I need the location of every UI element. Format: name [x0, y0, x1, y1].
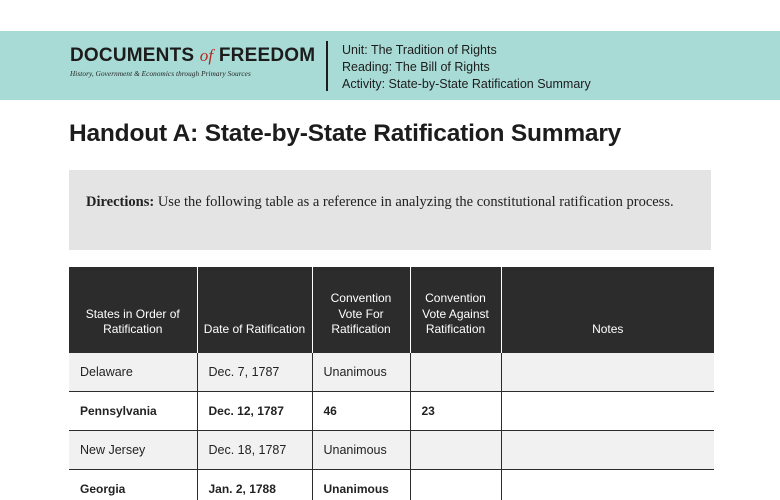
date-cell: Jan. 2, 1788	[197, 469, 312, 500]
logo-wordmark	[70, 45, 316, 67]
vote-against-cell	[410, 430, 501, 469]
table-row	[69, 430, 714, 469]
vote-against-cell	[410, 352, 501, 391]
vote-for-cell: Unanimous	[312, 430, 410, 469]
activity-label: Activity: State-by-State Ratification Summary	[342, 77, 591, 91]
header-band	[0, 31, 780, 100]
unit-info	[342, 42, 591, 93]
logo-word-freedom: FREEDOM	[218, 45, 316, 66]
date-cell: Dec. 7, 1787	[197, 352, 312, 391]
directions-label: Directions:	[86, 194, 155, 210]
state-cell: New Jersey	[69, 430, 197, 469]
date-cell: Dec. 12, 1787	[197, 391, 312, 430]
reading-label: Reading: The Bill of Rights	[342, 60, 490, 74]
notes-cell	[501, 391, 714, 430]
notes-cell	[501, 352, 714, 391]
column-header-vote-for: Convention Vote For Ratification	[312, 267, 410, 352]
logo-word-of: of	[199, 46, 214, 65]
column-header-vote-against: Convention Vote Against Ratification	[410, 267, 501, 352]
table-row	[69, 391, 714, 430]
handout-title: Handout A: State-by-State Ratification Summary	[69, 120, 622, 147]
documents-of-freedom-logo	[70, 45, 316, 78]
table-header-row	[69, 267, 714, 352]
logo-word-documents: DOCUMENTS	[70, 45, 195, 66]
state-cell: Delaware	[69, 352, 197, 391]
header-divider	[326, 41, 328, 91]
notes-cell	[501, 469, 714, 500]
vote-for-cell: Unanimous	[312, 352, 410, 391]
directions-box	[69, 170, 711, 250]
unit-label: Unit: The Tradition of Rights	[342, 43, 497, 57]
directions-body: Use the following table as a reference in analyzing the constitutional ratification process.	[157, 194, 674, 210]
column-header-date: Date of Ratification	[197, 267, 312, 352]
state-cell: Pennsylvania	[69, 391, 197, 430]
logo-tagline: History, Government & Economics through Primary Sources	[70, 70, 251, 78]
table-row	[69, 352, 714, 391]
directions-text	[86, 192, 686, 213]
vote-for-cell: Unanimous	[312, 469, 410, 500]
ratification-table	[69, 267, 714, 500]
column-header-state: States in Order of Ratification	[69, 267, 197, 352]
date-cell: Dec. 18, 1787	[197, 430, 312, 469]
column-header-notes: Notes	[501, 267, 714, 352]
state-cell: Georgia	[69, 469, 197, 500]
vote-against-cell	[410, 469, 501, 500]
vote-against-cell: 23	[410, 391, 501, 430]
table-row	[69, 469, 714, 500]
notes-cell	[501, 430, 714, 469]
vote-for-cell: 46	[312, 391, 410, 430]
